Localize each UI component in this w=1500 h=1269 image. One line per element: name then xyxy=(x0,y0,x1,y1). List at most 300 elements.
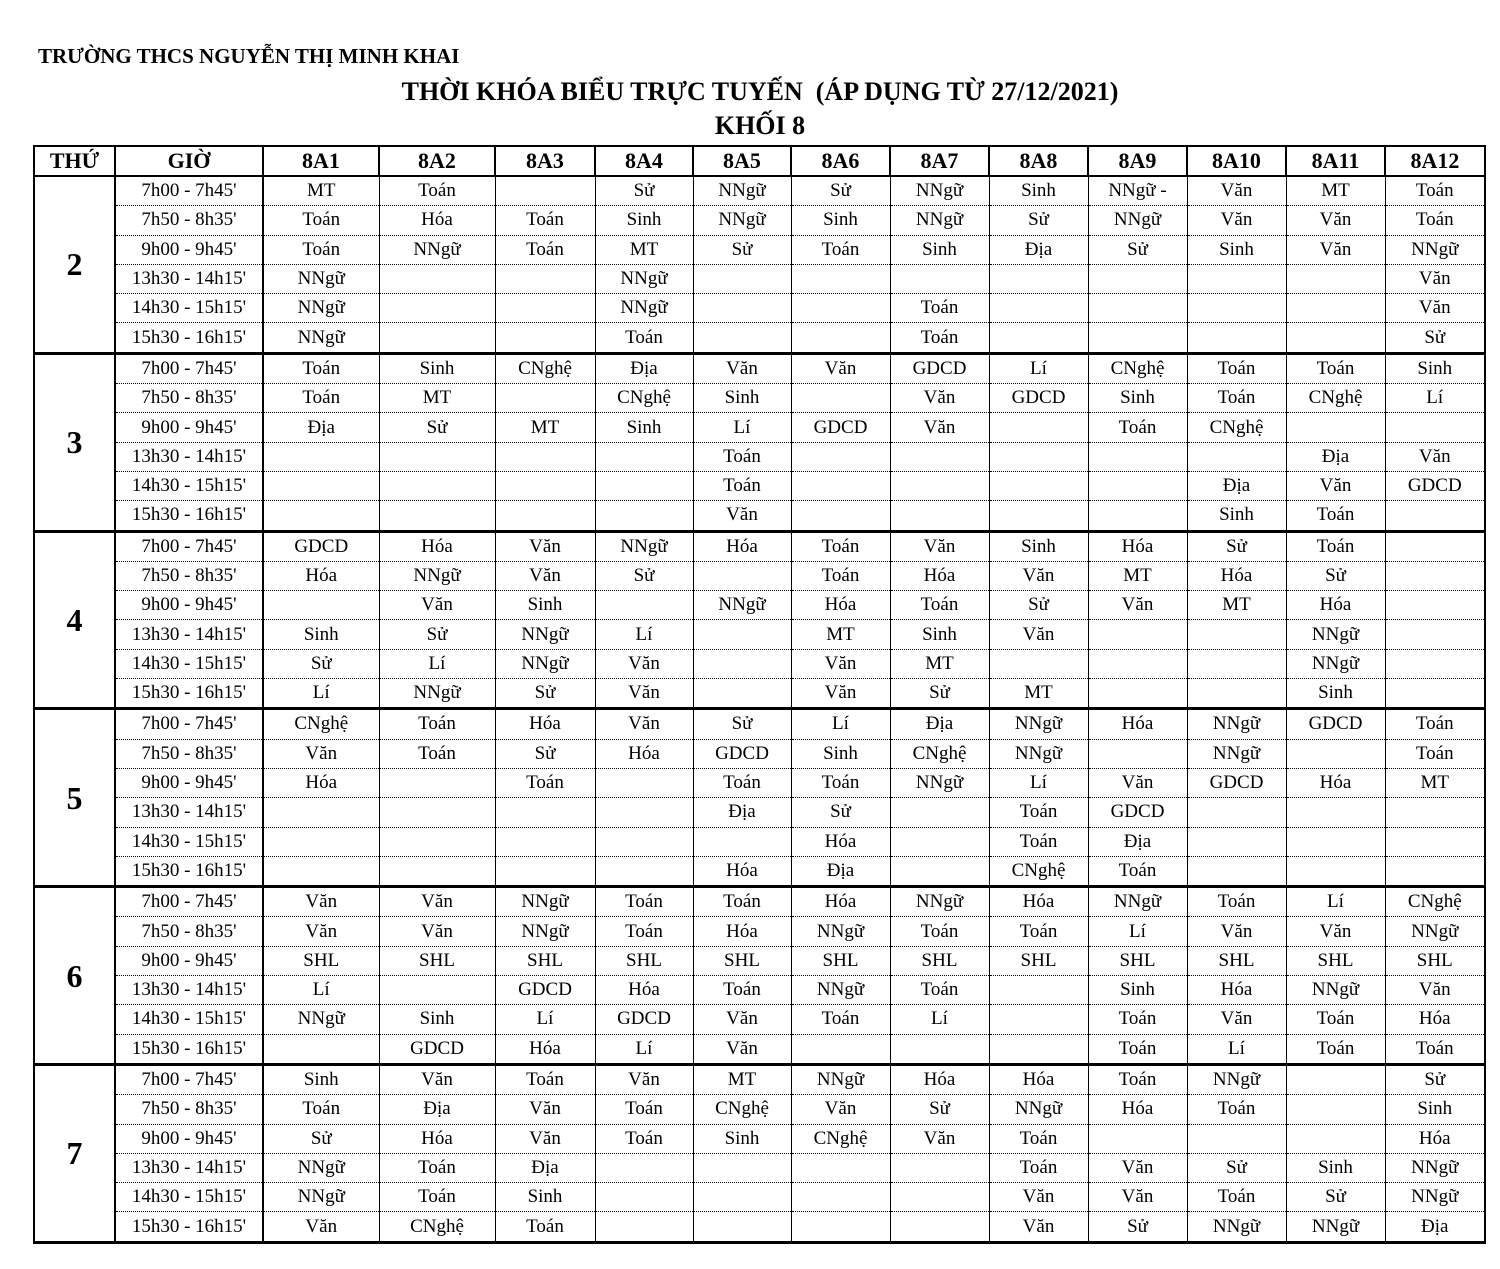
subject-cell: NNgữ xyxy=(890,768,989,797)
subject-cell: Toán xyxy=(495,235,595,264)
subject-cell: SHL xyxy=(1187,946,1286,975)
col-header-class: 8A1 xyxy=(263,146,379,176)
header-row xyxy=(34,146,1485,176)
day-cell: 6 xyxy=(34,887,115,1065)
subject-cell: Hóa xyxy=(1187,976,1286,1005)
subject-cell xyxy=(263,501,379,531)
subject-cell: Toán xyxy=(1385,1034,1485,1064)
subject-cell xyxy=(890,1153,989,1182)
subject-cell: Sinh xyxy=(263,620,379,649)
time-cell: 7h00 - 7h45' xyxy=(115,887,263,917)
subject-cell: Toán xyxy=(263,353,379,383)
subject-cell: NNgữ xyxy=(495,917,595,946)
subject-cell: Văn xyxy=(890,1124,989,1153)
subject-cell: Toán xyxy=(890,591,989,620)
subject-cell: Hóa xyxy=(1187,561,1286,590)
subject-cell: Văn xyxy=(1286,917,1385,946)
time-cell: 15h30 - 16h15' xyxy=(115,1034,263,1064)
subject-cell: Toán xyxy=(1187,384,1286,413)
subject-cell: Lí xyxy=(791,709,890,739)
col-header-class: 8A12 xyxy=(1385,146,1485,176)
subject-cell: Sinh xyxy=(890,620,989,649)
subject-cell xyxy=(1385,531,1485,561)
subject-cell xyxy=(379,264,495,293)
day-cell: 5 xyxy=(34,709,115,887)
subject-cell: GDCD xyxy=(1286,709,1385,739)
subject-cell xyxy=(1286,856,1385,886)
subject-cell: CNghệ xyxy=(1187,413,1286,442)
time-cell: 15h30 - 16h15' xyxy=(115,856,263,886)
subject-cell: Văn xyxy=(1088,591,1187,620)
subject-cell: MT xyxy=(595,235,693,264)
col-header-time: GIỜ xyxy=(115,146,263,176)
subject-cell: Sinh xyxy=(791,206,890,235)
subject-cell xyxy=(693,323,791,353)
subject-cell: Văn xyxy=(693,1034,791,1064)
timetable-body xyxy=(34,176,1485,1242)
subject-cell xyxy=(263,591,379,620)
subject-cell: NNgữ xyxy=(263,1005,379,1034)
subject-cell: Hóa xyxy=(495,1034,595,1064)
subject-cell: NNgữ xyxy=(1385,917,1485,946)
subject-cell xyxy=(989,413,1088,442)
subject-cell: Toán xyxy=(890,917,989,946)
subject-cell: Địa xyxy=(1187,471,1286,500)
subject-cell: GDCD xyxy=(1088,798,1187,827)
subject-cell xyxy=(595,1212,693,1242)
subject-cell xyxy=(791,471,890,500)
subject-cell: Toán xyxy=(595,887,693,917)
subject-cell: Toán xyxy=(495,1064,595,1094)
subject-cell: Hóa xyxy=(1385,1005,1485,1034)
subject-cell: NNgữ xyxy=(791,917,890,946)
table-row xyxy=(34,620,1485,649)
subject-cell: Văn xyxy=(791,649,890,678)
subject-cell: Hóa xyxy=(1385,1124,1485,1153)
subject-cell: NNgữ xyxy=(1385,235,1485,264)
subject-cell: SHL xyxy=(595,946,693,975)
subject-cell xyxy=(1088,679,1187,709)
subject-cell: Hóa xyxy=(989,887,1088,917)
subject-cell: NNgữ xyxy=(1187,1212,1286,1242)
subject-cell: Toán xyxy=(791,235,890,264)
subject-cell: Văn xyxy=(379,591,495,620)
table-row xyxy=(34,235,1485,264)
subject-cell xyxy=(595,442,693,471)
day-cell: 7 xyxy=(34,1064,115,1242)
subject-cell: Toán xyxy=(989,798,1088,827)
subject-cell: Toán xyxy=(890,294,989,323)
subject-cell xyxy=(693,1153,791,1182)
subject-cell xyxy=(1385,591,1485,620)
subject-cell xyxy=(1385,561,1485,590)
subject-cell xyxy=(595,768,693,797)
subject-cell xyxy=(1385,827,1485,856)
page-title: THỜI KHÓA BIỂU TRỰC TUYẾN (ÁP DỤNG TỪ 27/12/2021) xyxy=(401,77,1119,106)
col-header-class: 8A6 xyxy=(791,146,890,176)
subject-cell: GDCD xyxy=(693,739,791,768)
subject-cell xyxy=(791,1212,890,1242)
subject-cell: SHL xyxy=(1286,946,1385,975)
subject-cell: Toán xyxy=(1187,887,1286,917)
subject-cell: NNgữ xyxy=(263,1183,379,1212)
subject-cell: NNgữ xyxy=(1088,206,1187,235)
subject-cell xyxy=(495,264,595,293)
subject-cell xyxy=(791,442,890,471)
subject-cell xyxy=(1187,827,1286,856)
subject-cell: Toán xyxy=(693,442,791,471)
subject-cell xyxy=(263,471,379,500)
time-cell: 7h50 - 8h35' xyxy=(115,917,263,946)
subject-cell: Toán xyxy=(595,323,693,353)
subject-cell: Lí xyxy=(1187,1034,1286,1064)
subject-cell: Văn xyxy=(595,1064,693,1094)
table-row xyxy=(34,591,1485,620)
subject-cell: Toán xyxy=(989,917,1088,946)
subject-cell: GDCD xyxy=(1187,768,1286,797)
subject-cell: Toán xyxy=(1385,709,1485,739)
time-cell: 15h30 - 16h15' xyxy=(115,323,263,353)
table-row xyxy=(34,323,1485,353)
subject-cell: NNgữ xyxy=(989,709,1088,739)
time-cell: 14h30 - 15h15' xyxy=(115,471,263,500)
subject-cell: Sử xyxy=(595,176,693,206)
table-row xyxy=(34,1124,1485,1153)
subject-cell: SHL xyxy=(791,946,890,975)
subject-cell xyxy=(890,264,989,293)
table-row xyxy=(34,976,1485,1005)
time-cell: 14h30 - 15h15' xyxy=(115,294,263,323)
subject-cell: MT xyxy=(693,1064,791,1094)
subject-cell xyxy=(890,798,989,827)
subject-cell: Lí xyxy=(989,353,1088,383)
subject-cell: Sử xyxy=(379,620,495,649)
subject-cell: Sử xyxy=(1187,531,1286,561)
time-cell: 9h00 - 9h45' xyxy=(115,1124,263,1153)
subject-cell xyxy=(791,294,890,323)
col-header-class: 8A5 xyxy=(693,146,791,176)
subject-cell xyxy=(1088,620,1187,649)
subject-cell: Hóa xyxy=(1088,531,1187,561)
subject-cell xyxy=(890,471,989,500)
subject-cell: Lí xyxy=(263,976,379,1005)
subject-cell: NNgữ xyxy=(791,1064,890,1094)
subject-cell xyxy=(379,471,495,500)
subject-cell: MT xyxy=(495,413,595,442)
subject-cell: Sử xyxy=(495,739,595,768)
subject-cell: NNgữ xyxy=(379,561,495,590)
subject-cell: MT xyxy=(890,649,989,678)
table-row xyxy=(34,917,1485,946)
subject-cell: NNgữ xyxy=(890,206,989,235)
subject-cell: CNghệ xyxy=(379,1212,495,1242)
subject-cell: Văn xyxy=(595,679,693,709)
subject-cell xyxy=(1385,501,1485,531)
subject-cell: MT xyxy=(1286,176,1385,206)
subject-cell: Sinh xyxy=(595,206,693,235)
subject-cell xyxy=(890,501,989,531)
subject-cell xyxy=(1088,294,1187,323)
subject-cell xyxy=(989,442,1088,471)
subject-cell: Sử xyxy=(1088,235,1187,264)
subject-cell: GDCD xyxy=(595,1005,693,1034)
subject-cell: MT xyxy=(1088,561,1187,590)
subject-cell: GDCD xyxy=(1385,471,1485,500)
subject-cell: NNgữ xyxy=(1187,709,1286,739)
subject-cell: NNgữ xyxy=(1187,739,1286,768)
subject-cell: NNgữ xyxy=(379,235,495,264)
subject-cell: Sử xyxy=(989,591,1088,620)
subject-cell: Địa xyxy=(791,856,890,886)
subject-cell xyxy=(890,1034,989,1064)
table-row xyxy=(34,946,1485,975)
subject-cell: Toán xyxy=(693,768,791,797)
subject-cell: Sinh xyxy=(989,531,1088,561)
subject-cell: Hóa xyxy=(693,531,791,561)
subject-cell: Toán xyxy=(791,531,890,561)
subject-cell xyxy=(791,1183,890,1212)
subject-cell: Toán xyxy=(495,1212,595,1242)
subject-cell: Sử xyxy=(1286,1183,1385,1212)
table-row xyxy=(34,206,1485,235)
subject-cell: Sinh xyxy=(595,413,693,442)
subject-cell: Sinh xyxy=(495,1183,595,1212)
time-cell: 15h30 - 16h15' xyxy=(115,1212,263,1242)
subject-cell: NNgữ xyxy=(989,739,1088,768)
subject-cell: NNgữ xyxy=(263,1153,379,1182)
subject-cell: Toán xyxy=(379,739,495,768)
subject-cell: Văn xyxy=(890,384,989,413)
subject-cell: NNgữ xyxy=(791,976,890,1005)
subject-cell: Văn xyxy=(890,531,989,561)
subject-cell xyxy=(495,384,595,413)
subject-cell: Sinh xyxy=(379,1005,495,1034)
subject-cell: NNgữ xyxy=(495,887,595,917)
subject-cell xyxy=(1385,679,1485,709)
subject-cell: NNgữ xyxy=(263,323,379,353)
subject-cell: SHL xyxy=(263,946,379,975)
subject-cell: Văn xyxy=(379,887,495,917)
subject-cell: Hóa xyxy=(989,1064,1088,1094)
subject-cell: Toán xyxy=(379,176,495,206)
subject-cell: Văn xyxy=(379,917,495,946)
table-row xyxy=(34,442,1485,471)
col-header-class: 8A10 xyxy=(1187,146,1286,176)
subject-cell: Toán xyxy=(791,768,890,797)
subject-cell xyxy=(1286,827,1385,856)
subject-cell xyxy=(495,856,595,886)
subject-cell: Địa xyxy=(263,413,379,442)
subject-cell: Toán xyxy=(495,768,595,797)
subject-cell xyxy=(989,649,1088,678)
subject-cell xyxy=(1286,1064,1385,1094)
subject-cell xyxy=(989,294,1088,323)
col-header-class: 8A4 xyxy=(595,146,693,176)
subject-cell xyxy=(495,798,595,827)
time-cell: 14h30 - 15h15' xyxy=(115,1005,263,1034)
subject-cell: Toán xyxy=(1088,856,1187,886)
subject-cell: Văn xyxy=(595,709,693,739)
subject-cell: GDCD xyxy=(379,1034,495,1064)
subject-cell: Văn xyxy=(1187,1005,1286,1034)
subject-cell: Hóa xyxy=(1286,768,1385,797)
subject-cell: Hóa xyxy=(791,591,890,620)
subject-cell: CNghệ xyxy=(890,739,989,768)
subject-cell: Toán xyxy=(693,976,791,1005)
subject-cell: Địa xyxy=(693,798,791,827)
subject-cell: MT xyxy=(379,384,495,413)
table-row xyxy=(34,709,1485,739)
subject-cell xyxy=(595,501,693,531)
subject-cell: Sử xyxy=(693,235,791,264)
subject-cell: Sử xyxy=(595,561,693,590)
subject-cell: Văn xyxy=(263,739,379,768)
subject-cell: Toán xyxy=(1088,1064,1187,1094)
subject-cell xyxy=(379,768,495,797)
subject-cell: Văn xyxy=(791,679,890,709)
subject-cell xyxy=(693,679,791,709)
subject-cell xyxy=(1286,798,1385,827)
subject-cell: Toán xyxy=(595,1124,693,1153)
subject-cell: Sử xyxy=(1187,1153,1286,1182)
subject-cell: Hóa xyxy=(263,768,379,797)
subject-cell: Văn xyxy=(693,353,791,383)
table-row xyxy=(34,679,1485,709)
subject-cell: Toán xyxy=(495,206,595,235)
subject-cell: Sinh xyxy=(379,353,495,383)
subject-cell xyxy=(1187,856,1286,886)
subject-cell xyxy=(693,264,791,293)
subject-cell: Toán xyxy=(595,917,693,946)
subject-cell xyxy=(1187,323,1286,353)
subject-cell: Toán xyxy=(989,1153,1088,1182)
time-cell: 7h00 - 7h45' xyxy=(115,1064,263,1094)
subject-cell: Toán xyxy=(989,827,1088,856)
subject-cell: Lí xyxy=(595,620,693,649)
subject-cell: Văn xyxy=(791,1095,890,1124)
subject-cell: SHL xyxy=(890,946,989,975)
table-row xyxy=(34,294,1485,323)
subject-cell: Toán xyxy=(379,1183,495,1212)
subject-cell xyxy=(263,827,379,856)
subject-cell: NNgữ xyxy=(1286,976,1385,1005)
subject-cell xyxy=(791,384,890,413)
subject-cell xyxy=(1088,739,1187,768)
subject-cell: NNgữ xyxy=(495,649,595,678)
subject-cell: Toán xyxy=(890,323,989,353)
subject-cell xyxy=(1088,471,1187,500)
subject-cell xyxy=(1088,1124,1187,1153)
time-cell: 15h30 - 16h15' xyxy=(115,679,263,709)
subject-cell: Sử xyxy=(379,413,495,442)
subject-cell: Toán xyxy=(263,206,379,235)
subject-cell: CNghệ xyxy=(595,384,693,413)
subject-cell xyxy=(263,1034,379,1064)
table-row xyxy=(34,413,1485,442)
subject-cell: NNgữ xyxy=(595,264,693,293)
subject-cell: SHL xyxy=(495,946,595,975)
subject-cell: SHL xyxy=(379,946,495,975)
subject-cell xyxy=(379,856,495,886)
subject-cell: Sinh xyxy=(890,235,989,264)
subject-cell xyxy=(263,856,379,886)
time-cell: 9h00 - 9h45' xyxy=(115,768,263,797)
subject-cell xyxy=(1187,1124,1286,1153)
subject-cell: NNgữ xyxy=(1187,1064,1286,1094)
subject-cell: Văn xyxy=(791,353,890,383)
subject-cell xyxy=(989,1005,1088,1034)
subject-cell: Lí xyxy=(693,413,791,442)
subject-cell: Hóa xyxy=(890,1064,989,1094)
time-cell: 13h30 - 14h15' xyxy=(115,976,263,1005)
subject-cell: NNgữ xyxy=(263,294,379,323)
subject-cell xyxy=(495,294,595,323)
subject-cell xyxy=(1088,264,1187,293)
subject-cell xyxy=(989,976,1088,1005)
subject-cell: Lí xyxy=(890,1005,989,1034)
subject-cell xyxy=(1286,1095,1385,1124)
table-row xyxy=(34,798,1485,827)
subject-cell xyxy=(1187,442,1286,471)
subject-cell xyxy=(1286,1124,1385,1153)
subject-cell: NNgữ xyxy=(1385,1153,1485,1182)
subject-cell: Văn xyxy=(1385,442,1485,471)
subject-cell: Văn xyxy=(1187,206,1286,235)
subject-cell: Sử xyxy=(263,649,379,678)
subject-cell: Sinh xyxy=(1187,501,1286,531)
time-cell: 7h00 - 7h45' xyxy=(115,353,263,383)
subject-cell: Văn xyxy=(263,917,379,946)
subject-cell: Văn xyxy=(989,1212,1088,1242)
subject-cell: Sinh xyxy=(989,176,1088,206)
subject-cell xyxy=(495,827,595,856)
time-cell: 9h00 - 9h45' xyxy=(115,591,263,620)
subject-cell: CNghệ xyxy=(989,856,1088,886)
subject-cell xyxy=(693,561,791,590)
subject-cell: Văn xyxy=(1385,976,1485,1005)
col-header-class: 8A2 xyxy=(379,146,495,176)
table-row xyxy=(34,353,1485,383)
subject-cell xyxy=(1088,323,1187,353)
subject-cell: Văn xyxy=(1385,264,1485,293)
subject-cell xyxy=(890,827,989,856)
time-cell: 13h30 - 14h15' xyxy=(115,1153,263,1182)
subject-cell: Lí xyxy=(379,649,495,678)
subject-cell xyxy=(595,1153,693,1182)
subject-cell: Toán xyxy=(1088,413,1187,442)
subject-cell: Lí xyxy=(263,679,379,709)
subject-cell: Sinh xyxy=(495,591,595,620)
subject-cell: GDCD xyxy=(495,976,595,1005)
subject-cell xyxy=(495,471,595,500)
subject-cell: Toán xyxy=(263,1095,379,1124)
subject-cell: MT xyxy=(989,679,1088,709)
subject-cell: Toán xyxy=(1187,1095,1286,1124)
subject-cell: NNgữ xyxy=(693,206,791,235)
subject-cell xyxy=(495,176,595,206)
subject-cell xyxy=(1286,739,1385,768)
subject-cell xyxy=(595,471,693,500)
subject-cell: Sinh xyxy=(1286,1153,1385,1182)
subject-cell xyxy=(1088,442,1187,471)
subject-cell: Sinh xyxy=(1385,353,1485,383)
subject-cell xyxy=(693,1212,791,1242)
subject-cell: Toán xyxy=(1286,501,1385,531)
subject-cell: Văn xyxy=(989,561,1088,590)
subject-cell: NNgữ xyxy=(595,531,693,561)
subject-cell: Sử xyxy=(1385,1064,1485,1094)
subject-cell: Văn xyxy=(495,1095,595,1124)
